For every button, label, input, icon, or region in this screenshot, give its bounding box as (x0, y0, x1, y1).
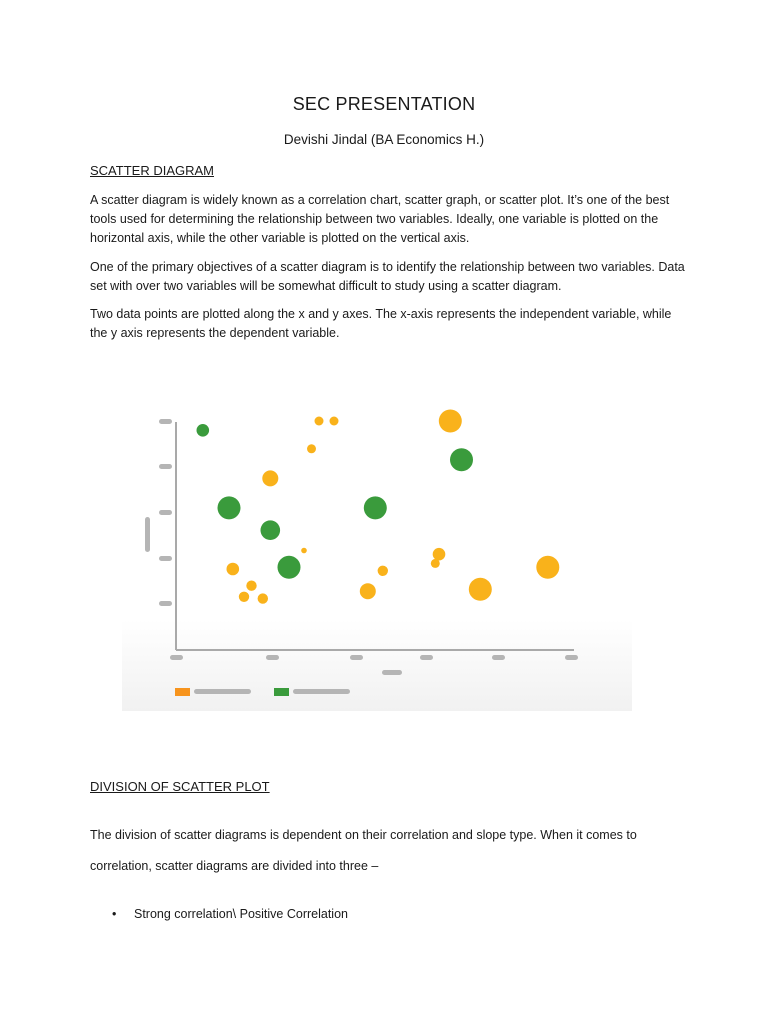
bullet-icon: • (112, 907, 117, 921)
scatter-chart (122, 384, 632, 711)
x-tick-mark (266, 655, 279, 660)
paragraph-1: A scatter diagram is widely known as a correlation chart, scatter graph, or scatter plot. It’s one of the best tools used for determining the relationship between two variables. Ideally, one variable is plotted on the horizontal axis, while the other variable is plotted on the vertical axis. (90, 193, 670, 245)
y-tick-mark (159, 556, 172, 561)
x-tick-mark (350, 655, 363, 660)
green-data-point (197, 424, 210, 437)
author-line: Devishi Jindal (BA Economics H.) (283, 132, 485, 147)
page-title: SEC PRESENTATION (292, 94, 476, 114)
orange-data-point (433, 548, 446, 561)
legend-swatch-orange (175, 688, 190, 696)
orange-data-point (469, 578, 492, 601)
paragraph-2: One of the primary objectives of a scatter diagram is to identify the relationship between two variables. Data set with over two variables will be somewhat difficult to study using a scatter diagram. (90, 260, 685, 293)
legend-label-placeholder (293, 689, 350, 694)
orange-data-point (439, 410, 462, 433)
orange-data-point (378, 566, 388, 576)
orange-data-point (239, 592, 249, 602)
orange-data-point (536, 556, 559, 579)
section-heading-scatter-diagram: SCATTER DIAGRAM (90, 163, 214, 178)
paragraph-5: correlation, scatter diagrams are divided into three – (90, 859, 379, 873)
green-data-point (364, 496, 387, 519)
orange-data-point (360, 583, 376, 599)
y-axis-label-placeholder (145, 517, 150, 552)
green-data-point (278, 556, 301, 579)
y-tick-mark (159, 510, 172, 515)
orange-data-point (431, 559, 440, 568)
y-tick-mark (159, 601, 172, 606)
y-axis-ticks (159, 419, 172, 606)
bullet-item (112, 907, 348, 921)
green-data-point (218, 496, 241, 519)
orange-data-point (258, 593, 268, 603)
x-tick-mark (170, 655, 183, 660)
orange-data-point (330, 417, 339, 426)
green-data-point (450, 448, 473, 471)
orange-data-point (227, 563, 240, 576)
x-tick-mark (420, 655, 433, 660)
orange-data-point (246, 581, 256, 591)
legend-label-placeholder (194, 689, 251, 694)
paragraph-3: Two data points are plotted along the x and y axes. The x-axis represents the independent variable, while the y axis represents the dependent variable. (90, 307, 672, 340)
orange-data-point (315, 417, 324, 426)
legend (175, 688, 350, 696)
y-tick-mark (159, 464, 172, 469)
y-tick-mark (159, 419, 172, 424)
legend-swatch-green (274, 688, 289, 696)
x-axis-ticks (170, 655, 578, 660)
x-axis-label-placeholder (382, 670, 402, 675)
x-tick-mark (565, 655, 578, 660)
orange-data-point (301, 548, 307, 554)
section-heading-division: DIVISION OF SCATTER PLOT (90, 779, 270, 794)
bullet-text: Strong correlation\ Positive Correlation (134, 907, 348, 921)
green-data-point (261, 520, 281, 540)
orange-data-point (307, 444, 316, 453)
data-points (197, 410, 560, 604)
x-tick-mark (492, 655, 505, 660)
orange-data-point (262, 470, 278, 486)
paragraph-4: The division of scatter diagrams is dependent on their correlation and slope type. When it comes to (90, 828, 637, 842)
scatter-chart-figure (122, 384, 632, 711)
